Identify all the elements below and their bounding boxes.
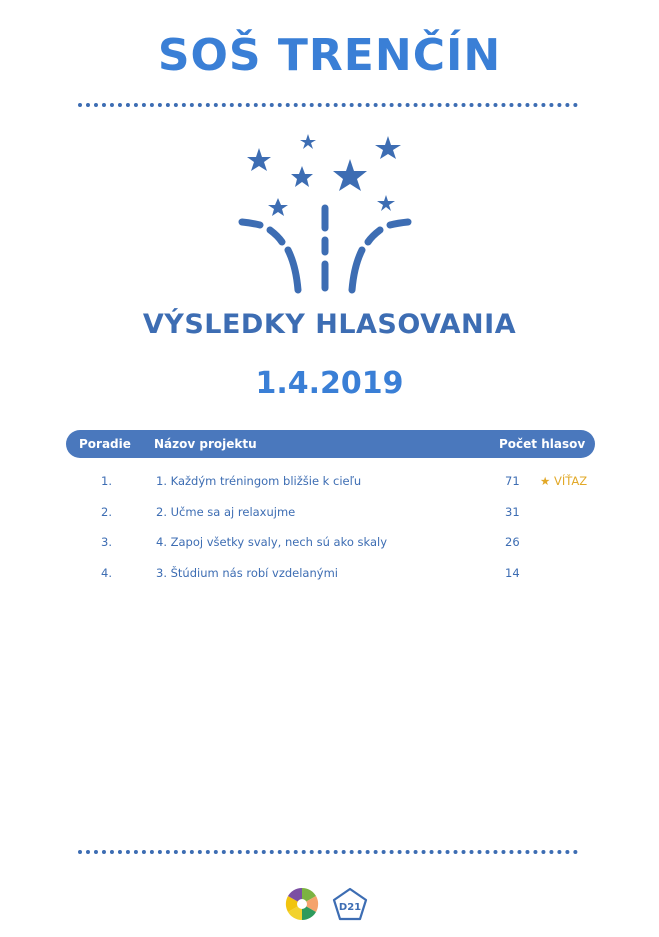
footer-logos [282, 884, 374, 924]
row-votes: 14 [505, 566, 520, 580]
table-header [66, 430, 595, 458]
row-rank: 1. [101, 474, 112, 488]
row-project-name: 1. Každým tréningom bližšie k cieľu [156, 474, 362, 488]
table-row [66, 532, 595, 552]
column-header-votes: Počet hlasov [499, 437, 586, 451]
results-title: VÝSLEDKY HLASOVANIA [142, 309, 517, 340]
row-votes: 26 [505, 535, 520, 549]
colorful-flower-logo-icon [286, 888, 318, 920]
d21-logo-text: D21 [338, 902, 362, 913]
bottom-divider [78, 850, 578, 854]
row-rank: 2. [101, 505, 112, 519]
column-header-rank: Poradie [79, 437, 131, 451]
school-title: SOŠ TRENČÍN [157, 30, 502, 81]
row-project-name: 4. Zapoj všetky svaly, nech sú ako skaly [156, 535, 388, 549]
row-rank: 3. [101, 535, 112, 549]
row-votes: 71 [505, 474, 520, 488]
table-row [66, 502, 595, 522]
table-row [66, 471, 595, 491]
results-date: 1.4.2019 [255, 366, 404, 401]
top-divider [78, 103, 578, 107]
winner-badge: ★ VÍŤAZ [540, 474, 588, 488]
row-project-name: 3. Štúdium nás robí vzdelanými [156, 566, 338, 580]
d21-pentagon-logo-icon [334, 889, 366, 919]
row-votes: 31 [505, 505, 520, 519]
row-project-name: 2. Učme sa aj relaxujme [156, 505, 296, 519]
table-row [66, 563, 595, 583]
column-header-name: Názov projektu [154, 437, 257, 451]
row-rank: 4. [101, 566, 112, 580]
fireworks-icon [230, 128, 430, 298]
